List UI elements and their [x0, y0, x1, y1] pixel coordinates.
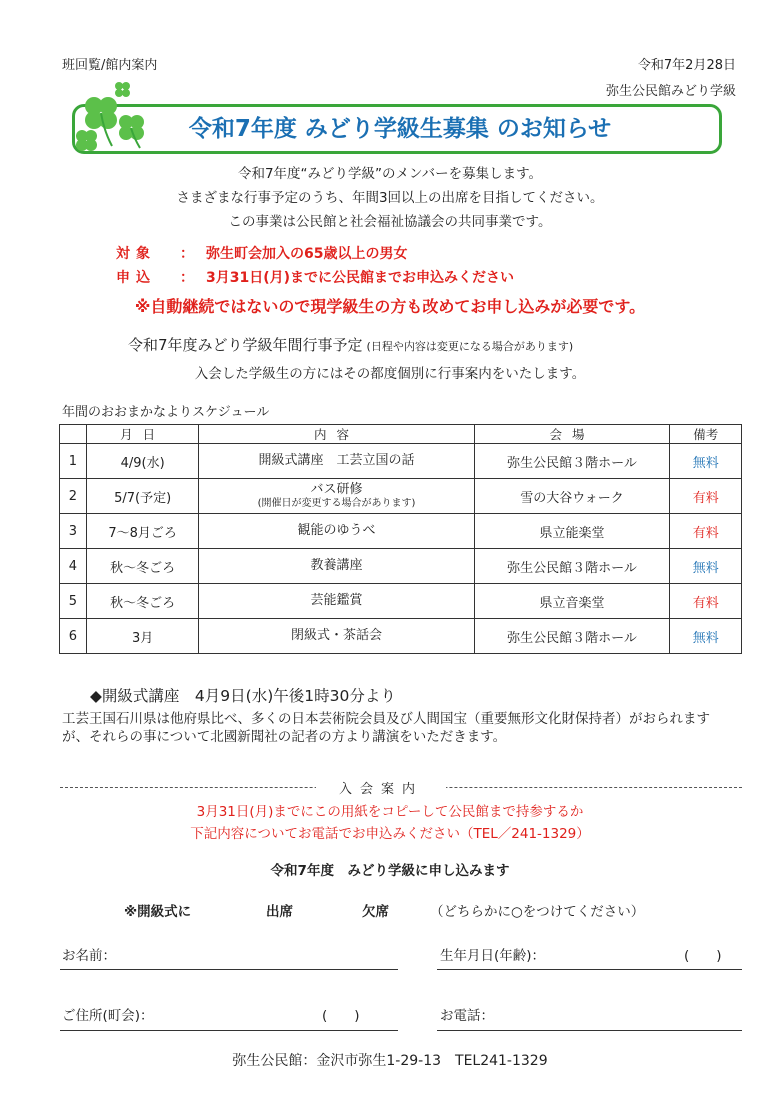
row-fee: 無料 [670, 444, 742, 479]
row-content [199, 549, 474, 584]
header-number [60, 425, 87, 444]
row-date: 秋～冬ごろ [86, 549, 199, 584]
row-date: 4/9(水) [86, 444, 199, 479]
header-note: 備考 [670, 425, 742, 444]
table-row [60, 514, 742, 549]
intro-line-1: 令和7年度“みどり学級”のメンバーを募集します。 [237, 166, 543, 182]
row-content-title: 教養講座 [310, 558, 363, 573]
table-row [60, 444, 742, 479]
row-venue: 弥生公民館３階ホール [474, 549, 670, 584]
target-label: 対象 [116, 246, 156, 262]
header-date: 月日 [86, 425, 199, 444]
target-colon: ： [180, 246, 194, 262]
schedule-title-note: (日程や内容は変更になる場合があります) [366, 340, 574, 353]
schedule-title-text: 令和7年度みどり学級年間行事予定 [128, 336, 363, 354]
attend-option[interactable]: 出席 [266, 904, 293, 920]
apply-label: 申込 [116, 270, 156, 286]
row-date: 3月 [86, 619, 199, 654]
table-caption: 年間のおおまかなよりスケジュール [62, 405, 270, 420]
phone-field[interactable] [437, 1030, 742, 1031]
table-row [60, 479, 742, 514]
row-venue: 弥生公民館３階ホール [474, 444, 670, 479]
row-content-title: 閉級式・茶話会 [291, 628, 383, 643]
row-content [199, 619, 474, 654]
row-fee: 無料 [670, 619, 742, 654]
apply-colon: ： [180, 270, 194, 286]
row-venue: 雪の大谷ウォーク [474, 479, 670, 514]
row-content [199, 444, 474, 479]
row-content [199, 584, 474, 619]
age-parentheses: ( ) [684, 948, 722, 964]
renewal-notice: ※自動継続ではないので現学級生の方も改めてお申し込みが必要です。 [134, 297, 646, 316]
schedule-table [59, 424, 742, 654]
instruction-line-1: 3月31日(月)までにこの用紙をコピーして公民館まで持参するか [196, 804, 584, 820]
phone-label: お電話： [440, 1008, 494, 1024]
row-content [199, 479, 474, 514]
row-number: 5 [60, 584, 87, 619]
row-fee: 有料 [670, 514, 742, 549]
application-heading: 入会案内 [316, 778, 446, 797]
row-fee: 有料 [670, 479, 742, 514]
table-header-row [60, 425, 742, 444]
row-content-note: (開催日が変更する場合があります) [257, 498, 416, 509]
schedule-subtitle: 入会した学級生の方にはその都度個別に行事案内をいたします。 [194, 366, 586, 382]
row-number: 2 [60, 479, 87, 514]
row-fee: 無料 [670, 549, 742, 584]
opening-lecture-description: 工芸王国石川県は他府県比べ、多くの日本芸術院会員及び人間国宝（重要無形文化財保持者）がおられますが、それらの事について北國新聞社の記者の方より講演をいただきます。 [62, 711, 710, 745]
header-content: 内容 [199, 425, 474, 444]
name-field[interactable] [60, 969, 398, 970]
row-content-title: 観能のゆうべ [297, 523, 376, 538]
organization-name: 弥生公民館みどり学級 [605, 84, 736, 99]
name-label: お名前： [62, 948, 116, 964]
opening-lecture-title: ◆開級式講座 4月9日(水)午後1時30分より [90, 687, 396, 705]
instruction-line-2: 下記内容についてお電話でお申込みください（TEL／241-1329） [190, 826, 590, 842]
row-date: 5/7(予定) [86, 479, 199, 514]
row-date: 秋～冬ごろ [86, 584, 199, 619]
town-parentheses: ( ) [322, 1008, 360, 1024]
target-value: 弥生町会加入の65歳以上の男女 [206, 246, 408, 262]
address-label: ご住所(町会)： [62, 1008, 154, 1024]
absent-option[interactable]: 欠席 [362, 904, 389, 920]
page-title: 令和7年度 みどり学級生募集 のお知らせ [188, 116, 612, 142]
table-row [60, 549, 742, 584]
intro-line-3: この事業は公民館と社会福祉協議会の共同事業です。 [228, 214, 552, 230]
row-venue: 県立能楽堂 [474, 514, 670, 549]
row-content-title: バス研修 [310, 482, 363, 497]
table-row [60, 619, 742, 654]
footer-contact: 弥生公民館：金沢市弥生1-29-13 TEL241-1329 [232, 1053, 548, 1069]
birth-label: 生年月日(年齢)： [440, 948, 546, 964]
row-venue: 弥生公民館３階ホール [474, 619, 670, 654]
row-number: 3 [60, 514, 87, 549]
intro-line-2: さまざまな行事予定のうち、年間3回以上の出席を目指してください。 [176, 190, 604, 206]
row-date: 7～8月ごろ [86, 514, 199, 549]
row-content [199, 514, 474, 549]
birth-field[interactable] [437, 969, 742, 970]
attendance-label: ※開級式に [124, 904, 192, 920]
form-title: 令和7年度 みどり学級に申し込みます [270, 863, 510, 879]
circulation-label: 班回覧/館内案内 [62, 58, 158, 73]
row-number: 6 [60, 619, 87, 654]
apply-value: 3月31日(月)までに公民館までお申込みください [206, 270, 515, 286]
row-fee: 有料 [670, 584, 742, 619]
row-number: 4 [60, 549, 87, 584]
row-content-title: 芸能鑑賞 [310, 593, 363, 608]
row-content-title: 開級式講座 工芸立国の話 [258, 453, 415, 468]
row-venue: 県立音楽堂 [474, 584, 670, 619]
header-venue: 会場 [474, 425, 670, 444]
attendance-hint: （どちらかに○をつけてください） [430, 904, 645, 920]
address-field[interactable] [60, 1030, 398, 1031]
row-number: 1 [60, 444, 87, 479]
table-row [60, 584, 742, 619]
issue-date: 令和7年2月28日 [637, 58, 736, 73]
schedule-title [128, 334, 573, 355]
